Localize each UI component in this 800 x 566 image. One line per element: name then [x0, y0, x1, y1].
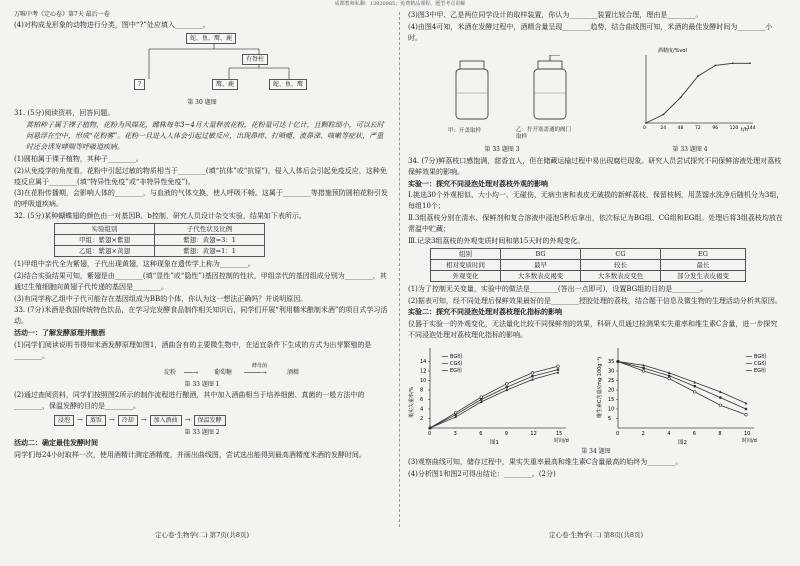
fig4-xtick: 72	[695, 125, 701, 131]
fig33-2-flow	[54, 415, 390, 426]
activity-2: 活动二：确定最佳发酵时间	[14, 438, 98, 448]
y-tick-label: 8	[420, 387, 424, 394]
data-point	[694, 385, 696, 387]
fig4-xtick: 48	[677, 125, 684, 131]
fig33-1-caption: 第 33 题图 1	[184, 380, 220, 388]
fig4-point	[645, 122, 647, 124]
arrow-icon: →	[77, 415, 83, 424]
fig33-3-4-area	[408, 45, 784, 145]
q31-1: (1)圆柏属于裸子植物，其种子________。	[14, 154, 143, 163]
data-point	[557, 365, 560, 368]
y-tick-label: 10	[420, 377, 427, 384]
y-tick-label: 25	[608, 377, 615, 384]
q32-1: (1)甲组中亲代全为紫翅，子代出现黄翅，这种现象在遗传学上称为________。	[14, 260, 255, 269]
t2-cell: 最早	[501, 259, 581, 270]
q33-intro: 33. (7分)米酒是我国传统特色饮品，在学习完发酵食品制作相关知识后，同学们开展“利用糯米酿制米酒”的项目式学习活动。	[14, 306, 388, 326]
y-axis-label: 维生素C含量/(mg·100g⁻¹)	[597, 356, 603, 418]
data-point	[719, 404, 722, 407]
exp2-text: 仪器于实验一的外观变化，无法量化比较不同保鲜剂的效果，科研人员通过检测果实失重率和维生素C含量，进一步探究不同浸泡处理对荔枝理化指标的影响。	[408, 320, 778, 340]
fig4-curve	[646, 63, 750, 123]
x-tick-label: 12	[530, 430, 537, 437]
t2-th: EG	[661, 248, 746, 259]
t2-cell: 外观变化	[431, 270, 501, 281]
q34-intro: 34. (7分)鲜荔枝口感饱满，甜香宜人，但在储藏运输过程中易出现腐烂现象。研究人员尝试探究不同保鲜溶液处理对荔枝保鲜效果的影响。	[408, 156, 782, 176]
fig1-start: 淀粉	[164, 368, 177, 376]
t2-cell: 大多数表皮褐变	[501, 270, 581, 281]
t2-th: CG	[581, 248, 661, 259]
fig4-point	[662, 113, 664, 115]
fig4-point	[749, 62, 751, 64]
x-tick-label: 2	[641, 430, 645, 437]
q32-2: (2)结合实验结果可知，紫翅是由________(填“显性”或“隐性”)基因控制的性状，甲组亲代的基因组成分别为________，其通过生殖细胞向黄翅子代传递的基因是________。	[14, 271, 387, 291]
activity-1: 活动一：了解发酵原理并酿酒	[14, 328, 105, 338]
x-tick-label: 8	[718, 430, 722, 437]
exp1-step2: Ⅱ.3组荔枝分别在清水、保鲜剂和复合溶液中浸泡5秒后拿出，依次标记为BG组、CG组和EG组。处理后将3组荔枝均放在常温中贮藏；	[408, 214, 783, 233]
top-note: 成都教师私聊：13920985；免费精品课程、题型考点讲解	[334, 1, 466, 7]
q33-3: (3)图3中甲、乙是两位同学设计的取样装置，你认为________装置比较合理，理由是________。	[408, 11, 703, 19]
right-page	[408, 10, 784, 481]
flow-step: 浸泡	[54, 415, 74, 426]
legend-label: EG组	[450, 367, 463, 374]
fig33-4-caption: 第 33 题图 4	[672, 145, 708, 153]
x-tick-label: 0	[428, 430, 432, 437]
fig30-caption: 第 30 题图	[187, 99, 217, 107]
data-point	[506, 383, 509, 386]
left-page	[14, 10, 390, 462]
data-point	[642, 370, 645, 373]
arrow-icon: ────→	[244, 368, 267, 377]
flow-step: 冷却	[118, 415, 138, 426]
data-point	[557, 368, 559, 370]
q32-cell: 紫翅：黄翅=1：1	[155, 246, 265, 257]
q31-3: (3)在花粉传播期，会影响人体的________，与血液的气体交换，使人呼吸不畅。这属于________等措施预防圆柏花粉引发的呼吸道疾病。	[14, 189, 388, 209]
fig33-2-caption: 第 33 题图 2	[184, 428, 220, 436]
q34-1: (1)为了控制无关变量，实验中的做法是________(答出一点即可)，设置BG组的目的是________。	[408, 284, 708, 293]
data-point	[557, 371, 560, 374]
fig4-ylabel: 酒精度/%vol	[658, 47, 687, 54]
flow-step: 保温发酵	[194, 415, 226, 426]
left-header: 万唯中考《定心卷》第7天 最后一卷	[14, 11, 110, 18]
fig4-xlabel: t/h	[741, 126, 748, 133]
series-line	[430, 366, 558, 428]
data-point	[531, 372, 534, 375]
fig4-line-chart	[628, 45, 758, 137]
x-tick-label: 0	[616, 430, 620, 437]
left-footer: 定心卷·生物学(二) 第7页(共8页)	[154, 531, 250, 539]
tree-leaf-right: 蛇、鱼、鹰	[269, 79, 307, 90]
fig4-xtick: 96	[712, 125, 719, 131]
data-point	[668, 375, 670, 377]
q32-table	[54, 223, 265, 257]
q32-th-0: 实验组别	[55, 223, 155, 234]
fig1-end: 酒精	[287, 368, 300, 376]
q32-cell: 紫翅：黄翅=3：1	[155, 234, 265, 245]
tree-mid: 有脊柱	[242, 54, 268, 65]
y-tick-label: 30	[608, 368, 615, 375]
q32-cell: 甲组：紫翅×紫翅	[55, 234, 155, 245]
y-tick-label: 2	[420, 415, 424, 422]
exp-2: 实验二：探究不同浸泡处理对荔枝理化指标的影响	[408, 307, 562, 317]
y-tick-label: 6	[420, 396, 424, 403]
arrow-icon: →	[184, 415, 191, 424]
q33-4: (4)由图4可知，米酒在发酵过程中，酒精含量呈现________趋势，结合曲线图可知，米酒的最佳发酵时间为________小时。	[408, 22, 773, 42]
data-point	[531, 375, 533, 377]
data-point	[719, 396, 721, 398]
legend-label: BG组	[754, 353, 767, 360]
data-point	[480, 398, 482, 400]
q34-3: (3)观察曲线可知，储存过程中，果实失重率最高和维生素C含量最高的始终为________。	[408, 458, 683, 467]
x-tick-label: 3	[453, 430, 457, 437]
q32-cell: 乙组：紫翅×黄翅	[55, 246, 155, 257]
q31-2: (2)从免疫学的角度看，花粉中引起过敏的物质相当于________(填“抗体”或“抗原”)，侵入人体后会引起免疫反应，这种免疫反应属于________(填“特异性免疫”或“非特异性免疫”)。	[14, 166, 387, 186]
x-axis-label: 时间/d	[554, 437, 569, 444]
x-tick-label: 4	[667, 430, 671, 437]
y-tick-label: 20	[608, 387, 615, 394]
legend-label: CG组	[450, 360, 463, 367]
fig4-point	[732, 62, 734, 64]
right-footer: 定心卷·生物学(二) 第8页(共8页)	[548, 531, 644, 539]
y-tick-label: 5	[608, 415, 612, 422]
x-tick-label: 6	[692, 430, 696, 437]
q33-1: (1)同学们阅读说明书得知米酒发酵原理如图1，酒曲含有的主要微生物中，在适宜条件下生成的方式为出芽繁殖的是________。	[14, 340, 372, 360]
q32-th-1: 子代性状及比例	[155, 223, 265, 234]
q34-4: (4)分析图1和图2可得出结论：________。(2分)	[408, 470, 556, 479]
y-tick-label: 12	[420, 368, 427, 375]
arrow-icon: ──→	[184, 368, 199, 377]
q32-3: (3)有同学称乙组中子代可能存在基因组成为BB的个体，你认为这一想法正确吗？并说明原因。	[14, 294, 308, 303]
flow-step: 蒸饭	[86, 415, 106, 426]
flow-step: 加入酒曲	[150, 415, 182, 426]
q30-tree-diagram	[14, 33, 390, 97]
q31-intro: 31. (5分)阅读资料，回答问题。	[14, 109, 115, 118]
q33-2: (2)通过查阅资料，同学们按照图2所示的制作流程进行酿酒，其中加入酒曲相当于培养细菌、真菌的一般方法中的________，保温发酵的目的是________。	[14, 390, 365, 410]
t2-cell: 部分发生表皮褐变	[661, 270, 746, 281]
legend-label: EG组	[754, 367, 767, 374]
jar-a-label: 甲：开盖取样	[448, 127, 482, 134]
fig4-xtick: 120	[729, 125, 739, 131]
x-tick-label: 9	[504, 430, 508, 437]
data-point	[480, 396, 483, 399]
fig4-xtick: 144	[747, 125, 756, 131]
y-tick-label: 15	[608, 396, 615, 403]
t2-cell: 最长	[661, 259, 746, 270]
series-line	[618, 361, 746, 403]
data-point	[506, 386, 508, 388]
x-tick-label: 6	[479, 430, 483, 437]
t2-th: 组别	[431, 248, 501, 259]
q31-material: 蒿柏种子属于裸子植物，花粉为风媒花，雌株每年3~4月大量释放花粉，花粉量可达十亿计，且颗粒细小，可以长时间悬浮在空中，形成“花粉雾”。花粉一旦进入人体会引起过敏反应，出现鼻痒、打喷嚏、流鼻涕、咳嗽等症状，严重时还会诱发哮喘等呼吸道疾病。	[26, 121, 384, 151]
fig34-charts	[408, 342, 784, 446]
t2-th: BG	[501, 248, 581, 259]
chart-title: 图2	[678, 439, 687, 446]
data-point	[454, 413, 456, 415]
fig33-3-caption: 第 33 题图 3	[484, 145, 520, 153]
fig4-point	[680, 96, 682, 98]
q30-4: (4)对构成龙形象的动物进行分类，图中“?”处应填入________。	[14, 21, 210, 30]
x-tick-label: 10	[744, 430, 751, 437]
series-line	[618, 361, 746, 414]
y-tick-label: 35	[608, 358, 615, 365]
fig33-1-diagram	[164, 363, 390, 379]
fig34-chart1	[408, 342, 593, 446]
data-point	[745, 408, 747, 410]
data-point	[668, 377, 671, 380]
exp1-step3: Ⅲ.记录3组荔枝的外观变质时间和第15天时的外观变化。	[408, 236, 585, 245]
q34-table	[430, 248, 746, 282]
series-line	[430, 372, 558, 428]
jar-b-label: 乙：拧开塞盖通的阀门取样	[516, 126, 572, 140]
fig4-point	[697, 75, 699, 77]
t2-cell: 较长	[581, 259, 661, 270]
data-point	[694, 391, 697, 394]
exp-1: 实验一：探究不同浸泡处理对荔枝外观的影响	[408, 178, 548, 188]
q32-intro: 32. (5分)某种蝴蝶翅的颜色由一对基因B、b控制，研究人员设计杂交实验，结果如下表所示。	[14, 212, 306, 221]
fig4-xtick: 0	[643, 125, 646, 131]
arrow-icon: →	[140, 415, 147, 424]
fig34-chart2	[596, 342, 781, 446]
q34-2: (2)据表可知，经不同处理后保鲜效果最好的是________授胶处理的荔枝，结合题干信息及微生物的生理活动分析其原因。	[408, 296, 782, 305]
page-divider	[399, 12, 400, 527]
sampling-jars-illustration	[438, 55, 608, 130]
t2-cell: 大多数表皮变色	[581, 270, 661, 281]
tree-root: 蛇、鱼、鹰、鹿	[186, 33, 236, 44]
arrow-icon: →	[108, 415, 115, 424]
y-axis-label: 果实失重率/%	[409, 386, 415, 418]
x-tick-label: 15	[556, 430, 563, 437]
fig34-caption: 第 34 题图	[581, 447, 611, 455]
fig4-point	[714, 64, 716, 66]
data-point	[642, 367, 644, 369]
series-line	[430, 370, 558, 428]
chart-title: 图1	[490, 439, 499, 446]
x-axis-label: 时间/d	[742, 437, 757, 444]
fig1-enzyme: 酵母菌	[252, 362, 268, 369]
data-point	[745, 413, 748, 416]
exp1-step1: Ⅰ.挑选30个外观相似、大小均一、无碰伤、无病虫害和表皮无破损的新鲜荔枝，保留枝柄，用蒸馏水洗净后随机分为3组，每组10个；	[408, 191, 784, 211]
legend-label: CG组	[754, 360, 767, 367]
y-tick-label: 10	[608, 406, 615, 413]
fig4-xtick: 24	[660, 125, 667, 131]
y-tick-label: 14	[420, 358, 427, 365]
legend-label: BG组	[450, 353, 463, 360]
tree-leaf-left: 鹰、鹿	[212, 79, 238, 90]
q33-act2: 同学们每24小时取样一次，使用酒精计测定酒精度，并画出曲线图，尝试选出能得到最高酒精度米酒的发酵时间。	[14, 451, 366, 460]
fig1-mid: 葡萄糖	[214, 368, 233, 376]
tree-leaf-q: ?	[134, 79, 145, 90]
t2-cell: 相对变质时间	[431, 259, 501, 270]
y-tick-label: 4	[420, 406, 424, 413]
